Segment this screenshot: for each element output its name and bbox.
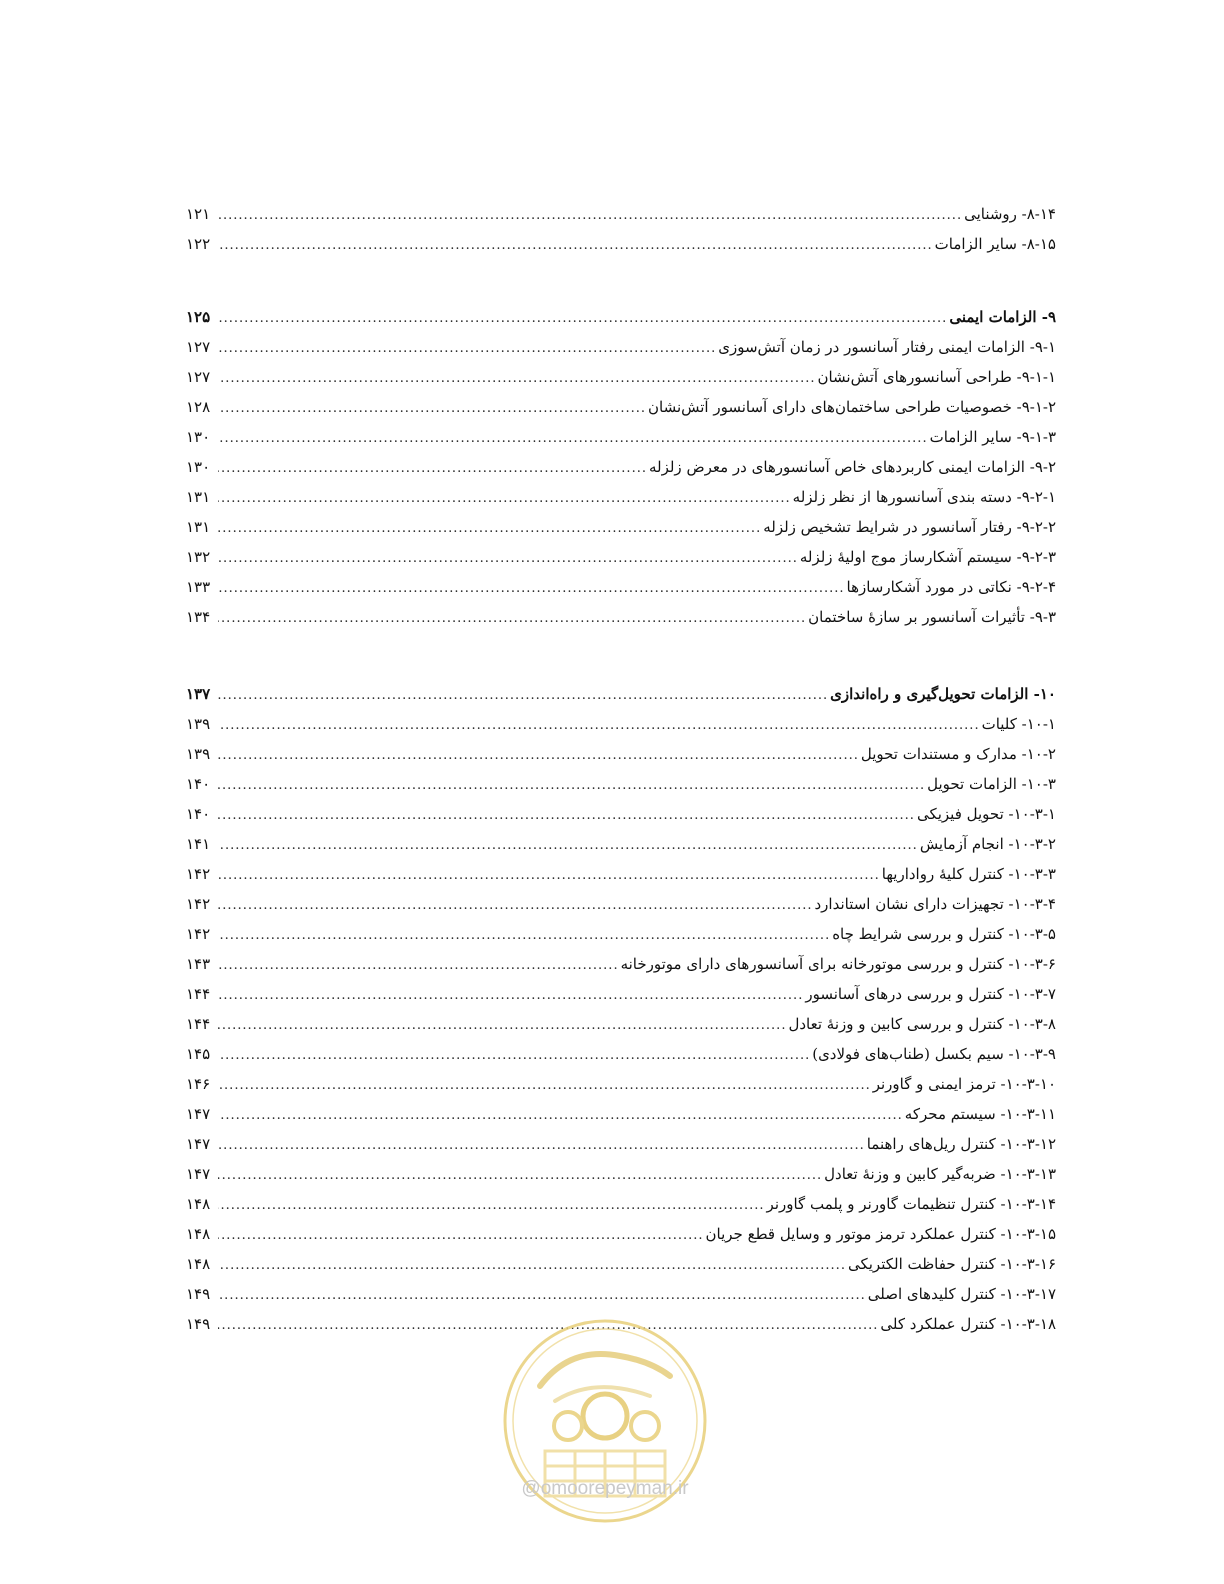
toc-entry-page: ۱۴۸ (186, 1195, 211, 1213)
toc-entry-title: ۱۰-۳-۴- تجهیزات دارای نشان استاندارد (814, 895, 1056, 913)
toc-entry-page: ۱۴۵ (186, 1045, 211, 1063)
toc-entry-title: ۹-۲- الزامات ایمنی کاربردهای خاص آسانسورهای در معرض زلزله (648, 458, 1056, 476)
toc-entry-title: ۱۰-۳-۳- کنترل کلیهٔ رواداریها (881, 865, 1056, 883)
toc-entry (186, 979, 1056, 1009)
toc-entry-title: ۱۰-۳-۱۴- کنترل تنظیمات گاورنر و پلمب گاورنر (766, 1195, 1056, 1213)
toc-entry (186, 229, 1056, 259)
toc-entry (186, 919, 1056, 949)
toc-entry-title: ۹-۱-۲- خصوصیات طراحی ساختمان‌های دارای آسانسور آتش‌نشان (647, 398, 1056, 416)
toc-entry-title: ۱۰-۲- مدارک و مستندات تحویل (860, 745, 1056, 763)
toc-entry-page: ۱۴۰ (186, 805, 211, 823)
toc-entry (186, 572, 1056, 602)
toc-entry (186, 1219, 1056, 1249)
toc-entry-page: ۱۳۰ (186, 458, 211, 476)
dot-leader (218, 711, 980, 741)
dot-leader (218, 1101, 903, 1131)
toc-entry-title: ۹-۱-۱- طراحی آسانسورهای آتش‌نشان (817, 368, 1056, 386)
toc-entry-title: ۱۰-۳-۱۰- ترمز ایمنی و گاورنر (872, 1075, 1056, 1093)
toc-entry (186, 332, 1056, 362)
toc-entry-title: ۱۰- الزامات تحویل‌گیری و راه‌اندازی (830, 685, 1056, 703)
toc-entry-page: ۱۳۱ (186, 488, 211, 506)
toc-entry-title: ۱۰-۳-۶- کنترل و بررسی موتورخانه برای آسانسورهای دارای موتورخانه (620, 955, 1056, 973)
toc-entry (186, 422, 1056, 452)
toc-entry-title: ۱۰-۳-۹- سیم بکسل (طناب‌های فولادی) (812, 1045, 1056, 1063)
toc-entry-page: ۱۴۰ (186, 775, 211, 793)
dot-leader (218, 304, 947, 334)
dot-leader (218, 801, 915, 831)
toc-entry (186, 1279, 1056, 1309)
toc-entry-title: ۹-۱-۳- سایر الزامات (929, 428, 1056, 446)
toc-entry-page: ۱۴۲ (186, 925, 211, 943)
toc-entry (186, 542, 1056, 572)
dot-leader (218, 1191, 765, 1221)
dot-leader (218, 1071, 871, 1101)
toc-entry-page: ۱۴۲ (186, 895, 211, 913)
toc-entry-page: ۱۳۴ (186, 608, 211, 626)
toc-entry-title: ۱۰-۱- کلیات (981, 715, 1056, 733)
toc-section-8 (186, 199, 1056, 259)
dot-leader (218, 921, 830, 951)
toc-entry (186, 709, 1056, 739)
dot-leader (218, 201, 962, 231)
toc-entry-title: ۱۰-۳-۷- کنترل و بررسی درهای آسانسور (805, 985, 1056, 1003)
dot-leader (218, 861, 880, 891)
toc-entry-page: ۱۴۶ (186, 1075, 211, 1093)
dot-leader (218, 1251, 846, 1281)
toc-entry-title: ۱۰-۳-۱۸- کنترل عملکرد کلی (880, 1315, 1056, 1333)
toc-entry-page: ۱۴۲ (186, 865, 211, 883)
toc-entry-title: ۸-۱۵- سایر الزامات (934, 235, 1056, 253)
toc-entry-title: ۱۰-۳-۱۷- کنترل کلیدهای اصلی (867, 1285, 1056, 1303)
toc-entry (186, 1159, 1056, 1189)
dot-leader (218, 364, 815, 394)
dot-leader (218, 951, 619, 981)
toc-entry (186, 739, 1056, 769)
dot-leader (218, 484, 791, 514)
toc-entry-page: ۱۳۲ (186, 548, 211, 566)
toc-entry-page: ۱۳۷ (186, 685, 211, 703)
toc-entry-page: ۱۲۵ (186, 308, 211, 326)
toc-entry (186, 392, 1056, 422)
toc-entry (186, 482, 1056, 512)
dot-leader (218, 574, 845, 604)
toc-entry-page: ۱۴۷ (186, 1135, 211, 1153)
toc-entry-title: ۸-۱۴- روشنایی (964, 205, 1056, 223)
toc-entry-page: ۱۲۱ (186, 205, 211, 223)
dot-leader (218, 394, 646, 424)
dot-leader (218, 514, 761, 544)
dot-leader (218, 1041, 810, 1071)
toc-entry-title: ۱۰-۳- الزامات تحویل (927, 775, 1056, 793)
toc-entry-title: ۹-۲-۲- رفتار آسانسور در شرایط تشخیص زلزله (763, 518, 1056, 536)
toc-entry-title: ۱۰-۳-۱۳- ضربه‌گیر کابین و وزنهٔ تعادل (824, 1165, 1056, 1183)
toc-entry (186, 602, 1056, 632)
toc-section-10 (186, 679, 1056, 1339)
toc-entry (186, 1129, 1056, 1159)
toc-entry (186, 362, 1056, 392)
toc-entry (186, 452, 1056, 482)
dot-leader (218, 604, 806, 634)
watermark-url: @omoorepeyman.ir (521, 1478, 689, 1499)
toc-entry-page: ۱۳۱ (186, 518, 211, 536)
toc-entry-page: ۱۴۴ (186, 985, 211, 1003)
toc-entry (186, 949, 1056, 979)
dot-leader (218, 1131, 865, 1161)
toc-entry (186, 889, 1056, 919)
toc-entry-page: ۱۴۹ (186, 1315, 211, 1333)
toc-entry-title: ۹-۲-۴- نکاتی در مورد آشکارسازها (846, 578, 1056, 596)
toc-entry (186, 1099, 1056, 1129)
toc-entry (186, 799, 1056, 829)
toc-entry-page: ۱۲۷ (186, 338, 211, 356)
toc-entry-title: ۹-۳- تأثیرات آسانسور بر سازهٔ ساختمان (808, 608, 1056, 626)
toc-entry (186, 1039, 1056, 1069)
toc-entry (186, 1189, 1056, 1219)
toc-section-9 (186, 302, 1056, 632)
dot-leader (218, 1281, 866, 1311)
toc-entry-title: ۱۰-۳-۱۶- کنترل حفاظت الکتریکی (847, 1255, 1056, 1273)
dot-leader (218, 681, 828, 711)
toc-entry-page: ۱۳۹ (186, 715, 211, 733)
dot-leader (218, 231, 933, 261)
toc-entry-page: ۱۲۸ (186, 398, 211, 416)
dot-leader (218, 454, 647, 484)
dot-leader (218, 891, 813, 921)
dot-leader (218, 334, 716, 364)
toc-entry-page: ۱۴۸ (186, 1225, 211, 1243)
toc-entry-title: ۹-۲-۱- دسته بندی آسانسورها از نظر زلزله (792, 488, 1056, 506)
dot-leader (218, 831, 918, 861)
toc-entry-page: ۱۳۹ (186, 745, 211, 763)
toc-entry-title: ۹- الزامات ایمنی (949, 308, 1056, 326)
dot-leader (218, 424, 928, 454)
toc-entry-title: ۱۰-۳-۱۵- کنترل عملکرد ترمز موتور و وسایل قطع جریان (705, 1225, 1056, 1243)
toc-entry (186, 1069, 1056, 1099)
toc-entry (186, 199, 1056, 229)
toc-entry (186, 1249, 1056, 1279)
toc-entry (186, 859, 1056, 889)
toc-entry-page: ۱۴۷ (186, 1105, 211, 1123)
toc-entry-page: ۱۴۸ (186, 1255, 211, 1273)
toc-entry (186, 302, 1056, 332)
toc-entry-title: ۱۰-۳-۱۱- سیستم محرکه (904, 1105, 1056, 1123)
toc-entry-page: ۱۴۱ (186, 835, 211, 853)
toc-entry-title: ۱۰-۳-۵- کنترل و بررسی شرایط چاه (832, 925, 1056, 943)
dot-leader (218, 544, 798, 574)
toc-entry (186, 512, 1056, 542)
toc-entry-page: ۱۴۹ (186, 1285, 211, 1303)
dot-leader (218, 1221, 704, 1251)
toc-entry (186, 829, 1056, 859)
toc-entry-title: ۱۰-۳-۱۲- کنترل ریل‌های راهنما (866, 1135, 1056, 1153)
toc-entry-title: ۱۰-۳-۱- تحویل فیزیکی (916, 805, 1056, 823)
toc-entry-page: ۱۴۳ (186, 955, 211, 973)
toc-entry (186, 1009, 1056, 1039)
dot-leader (218, 1161, 822, 1191)
toc-entry-title: ۹-۱- الزامات ایمنی رفتار آسانسور در زمان آتش‌سوزی (718, 338, 1056, 356)
toc-entry-page: ۱۴۷ (186, 1165, 211, 1183)
toc-entry-page: ۱۲۲ (186, 235, 211, 253)
toc-entry-title: ۱۰-۳-۲- انجام آزمایش (919, 835, 1056, 853)
toc-entry (186, 769, 1056, 799)
toc-entry-page: ۱۴۴ (186, 1015, 211, 1033)
toc-entry-page: ۱۳۰ (186, 428, 211, 446)
toc-entry-page: ۱۲۷ (186, 368, 211, 386)
toc-entry (186, 679, 1056, 709)
toc-entry-title: ۱۰-۳-۸- کنترل و بررسی کابین و وزنهٔ تعادل (788, 1015, 1056, 1033)
toc-entry-title: ۹-۲-۳- سیستم آشکارساز موج اولیهٔ زلزله (799, 548, 1056, 566)
dot-leader (218, 771, 925, 801)
dot-leader (218, 981, 803, 1011)
dot-leader (218, 741, 859, 771)
toc-entry-page: ۱۳۳ (186, 578, 211, 596)
dot-leader (218, 1011, 786, 1041)
